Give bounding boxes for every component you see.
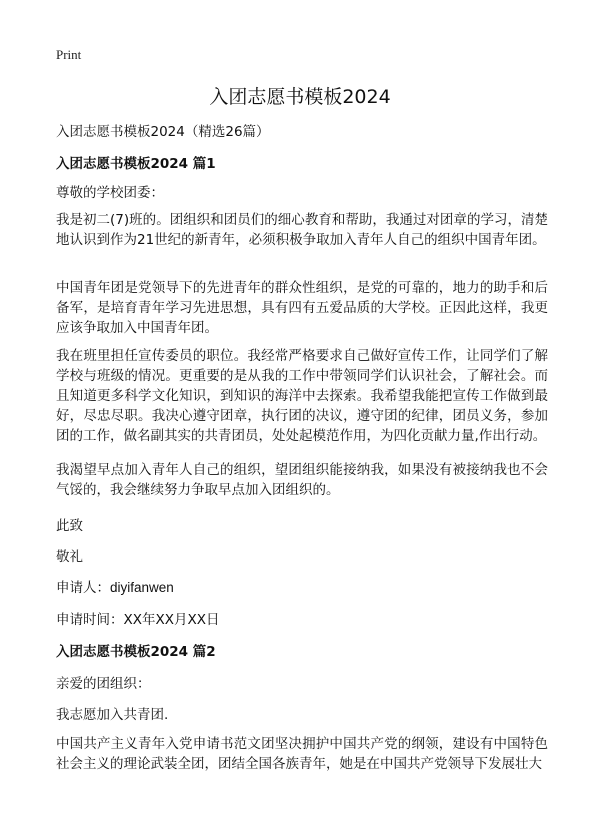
section-1-closing-2: 敬礼	[56, 549, 83, 565]
date-value: XX年XX月XX日	[123, 612, 220, 628]
applicant-line	[56, 576, 174, 596]
document-subtitle: 入团志愿书模板2024（精选26篇）	[56, 124, 270, 140]
section-1-paragraph-1: 我是初二(7)班的。团组织和团员们的细心教育和帮助，我通过对团章的学习，清楚地认识到作为21世纪的新青年，必须积极争取加入青年人自己的组织中国青年团。	[56, 212, 548, 248]
section-2-salutation: 亲爱的团组织：	[56, 676, 151, 692]
section-1-paragraph-3: 我在班里担任宣传委员的职位。我经常严格要求自己做好宣传工作，让同学们了解学校与班级的情况。更重要的是从我的工作中带领同学们认识社会，了解社会。而且知道更多科学文化知识，到知识的海洋中去探索。我希望我能把宣传工作做到最好，尽忠尽职。我决心遵守团章，执行团的决议，遵守团的纪律，团员义务，参加团的工作，做名副其实的共青团员，处处起模范作用，为四化贡献力量,作出行动。	[56, 348, 548, 444]
date-line	[56, 608, 220, 628]
section-1-closing-1: 此致	[56, 518, 83, 534]
section-1-paragraph-4: 我渴望早点加入青年人自己的组织，望团组织能接纳我，如果没有被接纳我也不会气馁的，我会继续努力争取早点加入团组织的。	[56, 462, 548, 498]
applicant-label: 申请人：	[56, 580, 110, 596]
section-2-heading: 入团志愿书模板2024 篇2	[56, 644, 216, 660]
section-1-heading: 入团志愿书模板2024 篇1	[56, 156, 216, 172]
section-2-line-1: 我志愿加入共青团.	[56, 707, 169, 723]
print-link[interactable]: Print	[56, 47, 82, 62]
section-1-paragraph-2: 中国青年团是党领导下的先进青年的群众性组织，是党的可靠的，地力的助手和后备军，是培育青年学习先进思想，具有四有五爱品质的大学校。正因此这样，我更应该争取加入中国青年团。	[56, 280, 548, 336]
applicant-value: diyifanwen	[110, 580, 174, 595]
date-label: 申请时间：	[56, 612, 124, 628]
section-1-salutation: 尊敬的学校团委：	[56, 185, 164, 201]
page-title: 入团志愿书模板2024	[209, 86, 391, 108]
section-2-paragraph-1: 中国共产主义青年入党申请书范文团坚决拥护中国共产党的纲领，建设有中国特色社会主义的理论武装全团，团结全国各族青年，她是在中国共产党领导下发展壮大	[56, 736, 548, 772]
